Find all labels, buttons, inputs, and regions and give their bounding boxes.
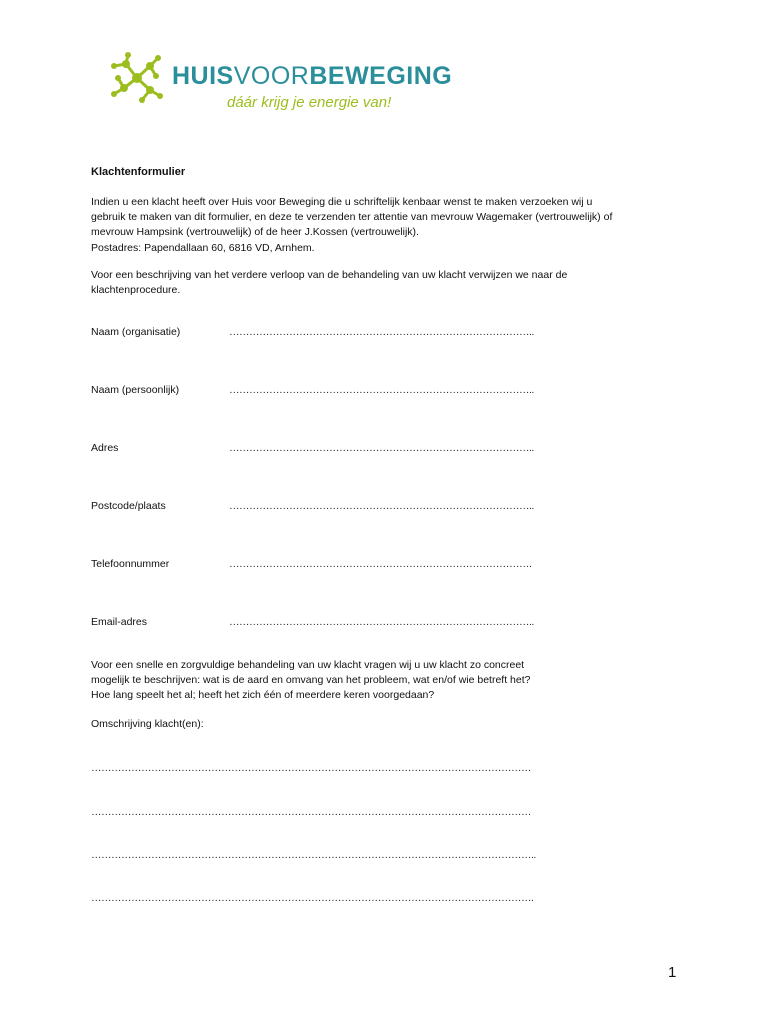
logo-molecule-icon	[106, 50, 168, 106]
description-line[interactable]: ……………………………………………………………………………………………………………………..	[91, 849, 536, 861]
logo	[106, 50, 453, 115]
intro-line: gebruik te maken van dit formulier, en deze te verzenden ter attentie van mevrouw Wagemaker (vertrouwelijk) of	[91, 211, 613, 224]
intro-paragraph	[91, 195, 678, 256]
field-address	[91, 442, 591, 456]
intro-line: mevrouw Hampsink (vertrouwelijk) of de heer J.Kossen (vertrouwelijk).	[91, 226, 419, 239]
field-label: Naam (persoonlijk)	[91, 384, 180, 396]
page-number: 1	[668, 964, 677, 981]
field-fill-line[interactable]: ………………………………………………………………………………..	[229, 384, 534, 396]
description-line[interactable]: ……………………………………………………………………………………………………………………	[91, 806, 531, 818]
logo-voor: VOOR	[233, 62, 310, 90]
request-line: mogelijk te beschrijven: wat is de aard en omvang van het probleem, wat en/of wie betreft het?	[91, 674, 531, 687]
description-line[interactable]: …………………………………………………………………………………………………………………….	[91, 892, 534, 904]
field-fill-line[interactable]: ………………………………………………………………………………..	[229, 442, 534, 454]
field-fill-line[interactable]: ………………………………………………………………………………..	[229, 500, 534, 512]
description-label: Omschrijving klacht(en):	[91, 718, 204, 730]
field-label: Postcode/plaats	[91, 500, 166, 512]
field-postcode-city	[91, 500, 591, 514]
description-line[interactable]: ……………………………………………………………………………………………………………………	[91, 762, 531, 774]
request-line: Hoe lang speelt het al; heeft het zich één of meerdere keren voorgedaan?	[91, 689, 435, 702]
procedure-line: Voor een beschrijving van het verdere verloop van de behandeling van uw klacht verwijzen we naar de	[91, 269, 568, 281]
logo-huis: HUIS	[172, 62, 234, 90]
field-phone	[91, 558, 591, 572]
field-personal-name	[91, 384, 591, 398]
field-label: Naam (organisatie)	[91, 326, 181, 338]
field-email	[91, 616, 591, 630]
field-fill-line[interactable]: ………………………………………………………………………………..	[229, 326, 534, 338]
intro-line: Indien u een klacht heeft over Huis voor Beweging die u schriftelijk kenbaar wenst te maken verzoeken wij u	[91, 196, 593, 208]
field-label: Email-adres	[91, 616, 148, 628]
procedure-paragraph	[91, 268, 678, 298]
logo-tagline: dáár krijg je energie van!	[227, 94, 392, 111]
logo-beweging: BEWEGING	[309, 62, 453, 90]
field-fill-line[interactable]: ………………………………………………………………………………..	[229, 616, 534, 628]
form-title: Klachtenformulier	[91, 166, 186, 178]
procedure-line: klachtenprocedure.	[91, 284, 181, 297]
request-paragraph	[91, 658, 611, 704]
field-label: Adres	[91, 442, 119, 454]
request-line: Voor een snelle en zorgvuldige behandeling van uw klacht vragen wij u uw klacht zo concreet	[91, 659, 525, 671]
field-label: Telefoonnummer	[91, 558, 170, 570]
field-fill-line[interactable]: ……………………………………………………………………………….	[229, 558, 532, 570]
logo-wordmark	[172, 64, 452, 89]
field-organisation-name	[91, 326, 591, 340]
postal-address: Postadres: Papendallaan 60, 6816 VD, Arnhem.	[91, 241, 315, 254]
